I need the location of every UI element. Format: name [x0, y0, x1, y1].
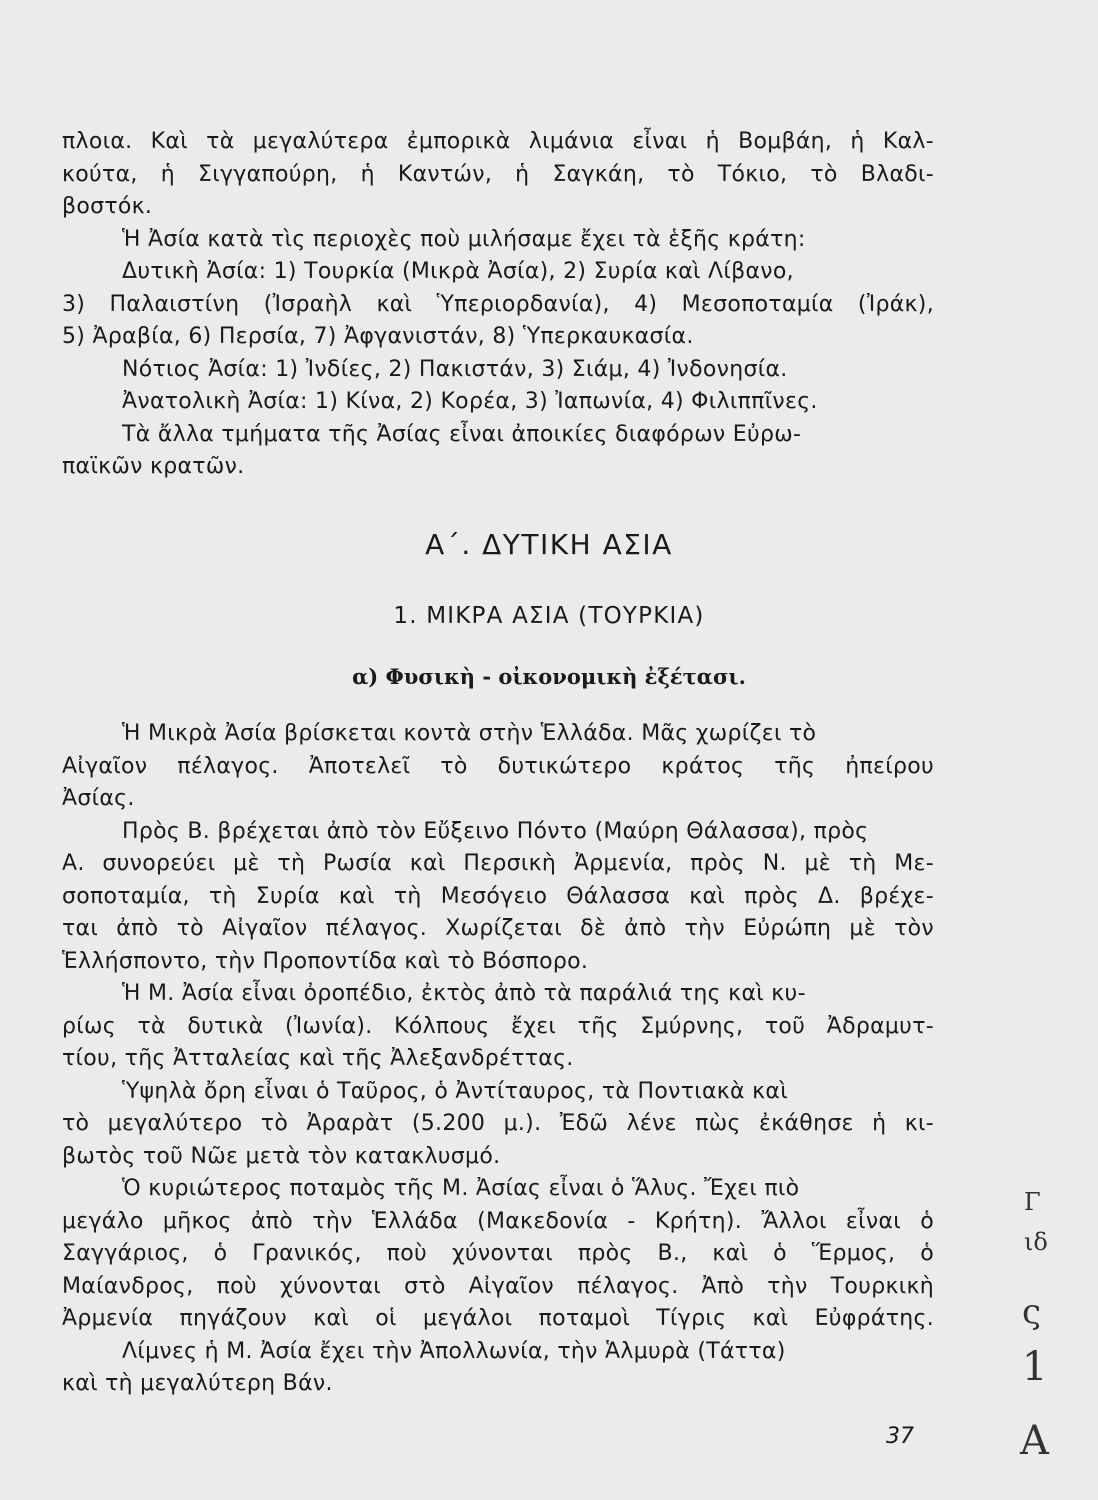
body-text	[62, 718, 934, 1401]
text-line: ται ἀπὸ τὸ Αἰγαῖον πέλαγος. Χωρίζεται δὲ ἀπὸ τὴν Εὐρώπη μὲ τὸν	[62, 916, 934, 941]
margin-annotation: Γ	[1024, 1188, 1041, 1216]
text-line: βοστόκ.	[62, 194, 153, 219]
page-number: 37	[886, 1424, 914, 1449]
subsection-heading: α) Φυσικὴ - οἰκονομικὴ ἐξέτασι.	[352, 664, 746, 689]
text-line: Σαγγάριος, ὁ Γρανικός, ποὺ χύνονται πρὸς Β., καὶ ὁ Ἕρμος, ὁ	[62, 1241, 934, 1266]
chapter-heading: 1. ΜΙΚΡΑ ΑΣΙΑ (ΤΟΥΡΚΙΑ)	[393, 603, 705, 629]
text-line: Α. συνορεύει μὲ τὴ Ρωσία καὶ Περσικὴ Ἀρμενία, πρὸς Ν. μὲ τὴ Με-	[62, 851, 934, 876]
text-line: Ἀνατολικὴ Ἀσία: 1) Κίνα, 2) Κορέα, 3) Ἰαπωνία, 4) Φιλιππῖνες.	[122, 389, 818, 414]
text-line: Ἡ Μικρὰ Ἀσία βρίσκεται κοντὰ στὴν Ἑλλάδα. Μᾶς χωρίζει τὸ	[122, 721, 817, 746]
text-line: Ἀσίας.	[62, 786, 135, 811]
text-line: τίου, τῆς Ἀτταλείας καὶ τῆς Ἀλεξανδρέττας.	[62, 1046, 574, 1071]
margin-annotation: 1	[1022, 1344, 1048, 1390]
intro-text	[62, 126, 934, 484]
section-heading: Α΄. ΔΥΤΙΚΗ ΑΣΙΑ	[425, 528, 673, 561]
margin-annotation: ς	[1022, 1292, 1042, 1332]
text-line: μεγάλο μῆκος ἀπὸ τὴν Ἑλλάδα (Μακεδονία - Κρήτη). Ἄλλοι εἶναι ὁ	[62, 1208, 934, 1234]
text-line: Ἑλλήσποντο, τὴν Προποντίδα καὶ τὸ Βόσπορο.	[62, 948, 589, 974]
text-line: Πρὸς Β. βρέχεται ἀπὸ τὸν Εὔξεινο Πόντο (Μαύρη Θάλασσα), πρὸς	[122, 818, 869, 844]
text-line: κούτα, ἡ Σιγγαπούρη, ἡ Καντών, ἡ Σαγκάη, τὸ Τόκιο, τὸ Βλαδι-	[62, 161, 934, 187]
text-line: Αἰγαῖον πέλαγος. Ἀποτελεῖ τὸ δυτικώτερο κράτος τῆς ἠπείρου	[62, 753, 934, 779]
text-line: Μαίανδρος, ποὺ χύνονται στὸ Αἰγαῖον πέλαγος. Ἀπὸ τὴν Τουρκικὴ	[62, 1273, 934, 1299]
margin-annotation: ιδ	[1024, 1228, 1048, 1256]
text-line: σοποταμία, τὴ Συρία καὶ τὴ Μεσόγειο Θάλασσα καὶ πρὸς Δ. βρέχε-	[62, 883, 934, 909]
text-line: Ὁ κυριώτερος ποταμὸς τῆς Μ. Ἀσίας εἶναι ὁ Ἅλυς. Ἔχει πιὸ	[122, 1176, 800, 1201]
text-line: ρίως τὰ δυτικὰ (Ἰωνία). Κόλπους ἔχει τῆς Σμύρνης, τοῦ Ἀδραμυτ-	[62, 1013, 934, 1039]
text-line: καὶ τὴ μεγαλύτερη Βάν.	[62, 1371, 333, 1396]
text-line: Ἡ Μ. Ἀσία εἶναι ὀροπέδιο, ἐκτὸς ἀπὸ τὰ παράλιά της καὶ κυ-	[122, 981, 806, 1006]
text-line: Ὑψηλὰ ὄρη εἶναι ὁ Ταῦρος, ὁ Ἀντίταυρος, τὰ Ποντιακὰ καὶ	[122, 1078, 788, 1104]
text-line: βωτὸς τοῦ Νῶε μετὰ τὸν κατακλυσμό.	[62, 1143, 501, 1169]
text-line: πλοια. Καὶ τὰ μεγαλύτερα ἐμπορικὰ λιμάνια εἶναι ἡ Βομβάη, ἡ Καλ-	[62, 129, 934, 154]
text-line: παϊκῶν κρατῶν.	[62, 454, 245, 479]
margin-annotation: A	[1020, 1418, 1049, 1464]
text-line: τὸ μεγαλύτερο τὸ Ἀραρὰτ (5.200 μ.). Ἐδῶ λένε πὼς ἐκάθησε ἡ κι-	[62, 1111, 934, 1136]
text-line: Νότιος Ἀσία: 1) Ἰνδίες, 2) Πακιστάν, 3) Σιάμ, 4) Ἰνδονησία.	[122, 356, 788, 382]
text-line: Τὰ ἄλλα τμήματα τῆς Ἀσίας εἶναι ἀποικίες διαφόρων Εὐρω-	[122, 421, 802, 447]
text-line: Ἀρμενία πηγάζουν καὶ οἱ μεγάλοι ποταμοὶ Τίγρις καὶ Εὐφράτης.	[62, 1306, 934, 1331]
text-line: Ἡ Ἀσία κατὰ τὶς περιοχὲς ποὺ μιλήσαμε ἔχει τὰ ἑξῆς κράτη:	[122, 226, 806, 252]
text-line: 3) Παλαιστίνη (Ἰσραὴλ καὶ Ὑπεριορδανία), 4) Μεσοποταμία (Ἰράκ),	[62, 291, 934, 317]
text-line: Λίμνες ἡ Μ. Ἀσία ἔχει τὴν Ἀπολλωνία, τὴν Ἁλμυρὰ (Τάττα)	[122, 1338, 786, 1364]
text-line: Δυτικὴ Ἀσία: 1) Τουρκία (Μικρὰ Ἀσία), 2) Συρία καὶ Λίβανο,	[122, 259, 794, 284]
text-line: 5) Ἀραβία, 6) Περσία, 7) Ἀφγανιστάν, 8) Ὑπερκαυκασία.	[62, 324, 694, 349]
